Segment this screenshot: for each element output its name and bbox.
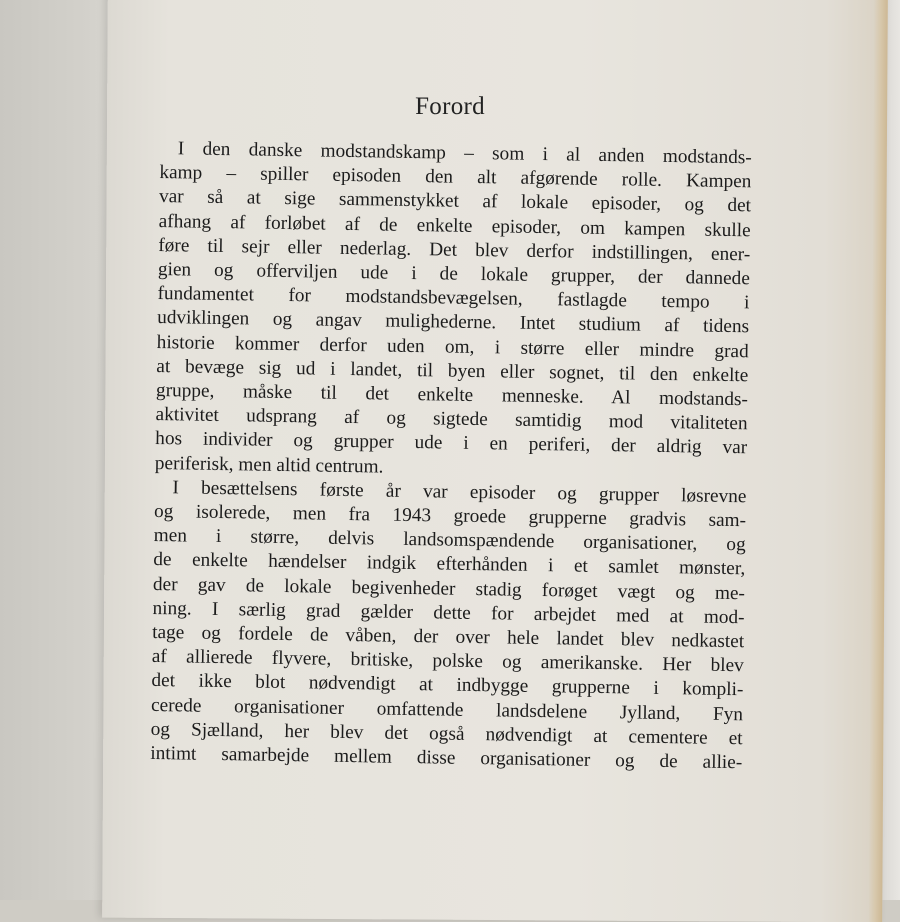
paragraph-1 xyxy=(155,137,752,485)
page-title: Forord xyxy=(415,93,485,120)
text-line: kamp – spiller episoden den alt afgørende rolle. Kampen xyxy=(159,162,752,193)
text-line: afhang af forløbet af de enkelte episoder, om kampen skulle xyxy=(158,210,751,241)
text-line: tage og fordele de våben, der over hele landet blev nedkastet xyxy=(152,622,745,653)
body-text xyxy=(150,137,752,776)
text-line: hos individer og grupper ude i en periferi, der aldrig var xyxy=(155,428,748,459)
text-line: de enkelte hændelser indgik efterhånden i et samlet mønster, xyxy=(153,549,746,580)
text-line: cerede organisationer omfattende landsdelene Jylland, Fyn xyxy=(150,694,744,725)
text-line: og isolerede, men fra 1943 groede grupperne gradvis sam- xyxy=(153,501,747,532)
text-line: og Sjælland, her blev det også nødvendigt at cementere et xyxy=(150,718,743,750)
text-line: der gav de lokale begivenheder stadig forøget vægt og me- xyxy=(152,573,746,604)
text-line: gruppe, måske til det enkelte menneske. Al modstands- xyxy=(155,380,749,411)
text-line: var så at sige sammenstykket af lokale episoder, og det xyxy=(158,186,752,217)
text-line: historie kommer derfor uden om, i større eller mindre grad xyxy=(156,331,749,362)
text-line: periferisk, men altid centrum. xyxy=(154,452,384,478)
text-line: føre til sejr eller nederlag. Det blev derfor indstillingen, ener- xyxy=(158,234,751,266)
text-line: at bevæge sig ud i landet, til byen eller sognet, til den enkelte xyxy=(156,355,749,387)
text-line: af allierede flyvere, britiske, polske og amerikanske. Her blev xyxy=(151,646,744,677)
text-line: ning. I særlig grad gælder dette for arbejdet med at mod- xyxy=(152,597,745,629)
text-line: fundamentet for modstandsbevægelsen, fastlagde tempo i xyxy=(157,283,750,314)
text-line: det ikke blot nødvendigt at indbygge grupperne i kompli- xyxy=(151,670,744,701)
text-line: intimt samarbejde mellem disse organisationer og de allie- xyxy=(150,743,743,774)
paragraph-2 xyxy=(150,476,746,776)
text-line: I den danske modstandskamp – som i al anden modstands- xyxy=(177,138,752,169)
text-line: I besættelsens første år var episoder og grupper løsrevne xyxy=(172,477,747,508)
text-line: men i større, delvis landsomspændende organisationer, og xyxy=(153,525,746,556)
text-line: aktivitet udsprang af og sigtede samtidig mod vitaliteten xyxy=(155,404,748,435)
text-line: gien og offerviljen ude i de lokale grupper, der dannede xyxy=(157,259,751,290)
text-line: udviklingen og angav mulighederne. Intet studium af tidens xyxy=(156,307,750,338)
